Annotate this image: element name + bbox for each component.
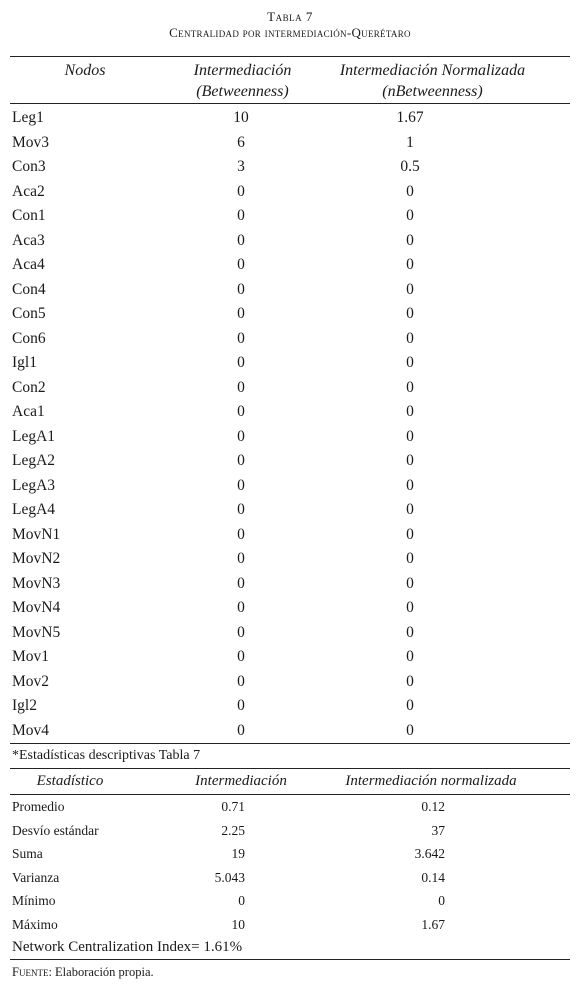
betweenness-value: 0	[237, 403, 245, 420]
betweenness-value: 3	[237, 158, 245, 175]
nbetweenness-value: 0	[406, 550, 414, 567]
betweenness-value: 0	[237, 697, 245, 714]
betweenness-value: 0	[237, 574, 245, 592]
betweenness-value: 6	[237, 133, 245, 151]
nbetweenness-value: 0	[406, 182, 414, 200]
node-name: Aca4	[12, 256, 45, 273]
nbetweenness-value: 0	[406, 501, 414, 518]
nbetweenness-value: 0	[406, 697, 414, 714]
node-name: Aca3	[12, 231, 45, 249]
table-row	[0, 155, 580, 180]
node-name: Igl2	[12, 697, 37, 714]
header-intermediacion	[170, 60, 315, 102]
betweenness-value: 0	[237, 648, 245, 665]
header-normalizada-line1: Intermediación Normalizada	[339, 62, 526, 79]
table-row	[0, 670, 580, 695]
stats-row	[0, 889, 580, 913]
table-row	[0, 547, 580, 572]
stat-intermediacion: 5.043	[214, 869, 245, 885]
nbetweenness-value: 0	[406, 721, 414, 739]
table-row	[0, 106, 580, 131]
betweenness-value: 0	[237, 182, 245, 200]
table-row	[0, 621, 580, 646]
node-name: Mov4	[12, 721, 50, 739]
stat-name: Máximo	[12, 916, 58, 932]
nbetweenness-value: 0	[406, 280, 414, 298]
betweenness-value: 0	[237, 231, 245, 249]
stat-name: Desvío estándar	[12, 822, 99, 838]
table-row	[0, 131, 580, 156]
stat-intermediacion: 19	[231, 846, 245, 861]
betweenness-value: 0	[237, 305, 245, 322]
stats-row	[0, 913, 580, 937]
table-row	[0, 498, 580, 523]
stats-header	[0, 769, 580, 794]
node-name: Con4	[12, 280, 46, 298]
stats-body	[0, 795, 580, 936]
nbetweenness-value: 1.67	[396, 109, 424, 126]
table-row	[0, 229, 580, 254]
source-text: Elaboración propia.	[51, 965, 154, 979]
table-row	[0, 278, 580, 303]
betweenness-value: 0	[237, 452, 245, 469]
nbetweenness-value: 0	[406, 378, 414, 396]
stat-name: Promedio	[12, 799, 65, 814]
betweenness-value: 0	[237, 550, 245, 567]
stat-intermediacion: 2.25	[221, 822, 245, 838]
table-header	[0, 57, 580, 103]
nbetweenness-value: 0	[406, 623, 414, 641]
nbetweenness-value: 0	[406, 231, 414, 249]
stats-row	[0, 866, 580, 890]
node-name: LegA3	[12, 476, 56, 494]
node-name: Con1	[12, 207, 46, 224]
nbetweenness-value: 0	[406, 256, 414, 273]
node-name: LegA2	[12, 452, 56, 469]
betweenness-value: 0	[237, 525, 245, 543]
node-name: Con5	[12, 305, 46, 322]
nbetweenness-value: 0	[406, 427, 414, 445]
table-row	[0, 719, 580, 744]
stat-normalizada: 0.14	[421, 869, 445, 885]
betweenness-value: 0	[237, 599, 245, 616]
centralization-index: Network Centralization Index= 1.61%	[12, 939, 243, 955]
header-intermediacion-line1: Intermediación	[193, 62, 292, 79]
node-name: Aca2	[12, 182, 45, 200]
nbetweenness-value: 0	[406, 305, 414, 322]
source-note	[0, 960, 580, 984]
nbetweenness-value: 0	[406, 476, 414, 494]
source-label: Fuente:	[12, 965, 52, 979]
table-row	[0, 253, 580, 278]
node-name: MovN5	[12, 623, 61, 641]
nbetweenness-value: 0	[406, 403, 414, 420]
table-row	[0, 694, 580, 719]
stat-normalizada: 1.67	[421, 916, 445, 932]
betweenness-value: 0	[237, 476, 245, 494]
table-row	[0, 302, 580, 327]
table-row	[0, 376, 580, 401]
stats-row	[0, 842, 580, 866]
node-name: Mov1	[12, 648, 50, 665]
stats-row	[0, 819, 580, 843]
nbetweenness-value: 0	[406, 574, 414, 592]
node-name: LegA1	[12, 427, 56, 445]
nbetweenness-value: 0	[406, 354, 414, 371]
nbetweenness-value: 0	[406, 329, 414, 347]
nbetweenness-value: 0	[406, 648, 414, 665]
table-row	[0, 572, 580, 597]
stats-header-normalizada: Intermediación normalizada	[345, 773, 517, 789]
table-row	[0, 351, 580, 376]
table-body	[0, 104, 580, 743]
stat-intermediacion: 0	[238, 893, 245, 908]
header-normalizada	[320, 60, 545, 102]
betweenness-value: 0	[237, 280, 245, 298]
table-row	[0, 596, 580, 621]
stat-intermediacion: 10	[231, 916, 245, 932]
betweenness-value: 0	[237, 501, 245, 518]
stats-note: *Estadísticas descriptivas Tabla 7	[12, 748, 201, 763]
node-name: MovN2	[12, 550, 61, 567]
node-name: Leg1	[12, 109, 44, 126]
table-row	[0, 400, 580, 425]
betweenness-value: 0	[237, 623, 245, 641]
table-row	[0, 204, 580, 229]
node-name: Con2	[12, 378, 46, 396]
table-title: Centralidad por intermediación-Querétaro	[169, 25, 411, 40]
header-normalizada-line2: (nBetweenness)	[382, 83, 483, 100]
table-row	[0, 523, 580, 548]
stat-name: Mínimo	[12, 893, 56, 908]
stat-normalizada: 37	[431, 822, 445, 838]
table-row	[0, 327, 580, 352]
table-row	[0, 180, 580, 205]
stat-name: Varianza	[12, 869, 60, 885]
betweenness-value: 0	[237, 721, 245, 739]
betweenness-value: 10	[233, 109, 249, 126]
betweenness-value: 0	[237, 378, 245, 396]
node-name: MovN4	[12, 599, 61, 616]
betweenness-value: 0	[237, 672, 245, 690]
node-name: Con3	[12, 158, 46, 175]
table-number: Tabla 7	[267, 9, 313, 24]
stat-name: Suma	[12, 846, 43, 861]
header-nodos: Nodos	[64, 62, 106, 79]
nbetweenness-value: 0	[406, 672, 414, 690]
stats-header-intermediacion: Intermediación	[195, 773, 287, 789]
node-name: Igl1	[12, 354, 37, 371]
table-row	[0, 449, 580, 474]
node-name: MovN1	[12, 525, 61, 543]
betweenness-value: 0	[237, 354, 245, 371]
nbetweenness-value: 1	[406, 133, 414, 151]
node-name: LegA4	[12, 501, 56, 518]
nbetweenness-value: 0	[406, 525, 414, 543]
table-row	[0, 425, 580, 450]
stat-normalizada: 0	[438, 893, 445, 908]
table-row	[0, 474, 580, 499]
betweenness-value: 0	[237, 427, 245, 445]
node-name: Con6	[12, 329, 46, 347]
nbetweenness-value: 0.5	[400, 158, 420, 175]
nbetweenness-value: 0	[406, 599, 414, 616]
node-name: Mov3	[12, 133, 50, 151]
node-name: Aca1	[12, 403, 45, 420]
node-name: MovN3	[12, 574, 61, 592]
table-row	[0, 645, 580, 670]
stat-normalizada: 3.642	[414, 846, 445, 861]
stat-intermediacion: 0.71	[221, 799, 245, 814]
header-intermediacion-line2: (Betweenness)	[196, 83, 289, 100]
stat-normalizada: 0.12	[421, 799, 445, 814]
betweenness-value: 0	[237, 207, 245, 224]
betweenness-value: 0	[237, 256, 245, 273]
nbetweenness-value: 0	[406, 452, 414, 469]
stats-header-estadistico: Estadístico	[36, 773, 104, 789]
node-name: Mov2	[12, 672, 50, 690]
nbetweenness-value: 0	[406, 207, 414, 224]
stats-row	[0, 795, 580, 819]
betweenness-value: 0	[237, 329, 245, 347]
